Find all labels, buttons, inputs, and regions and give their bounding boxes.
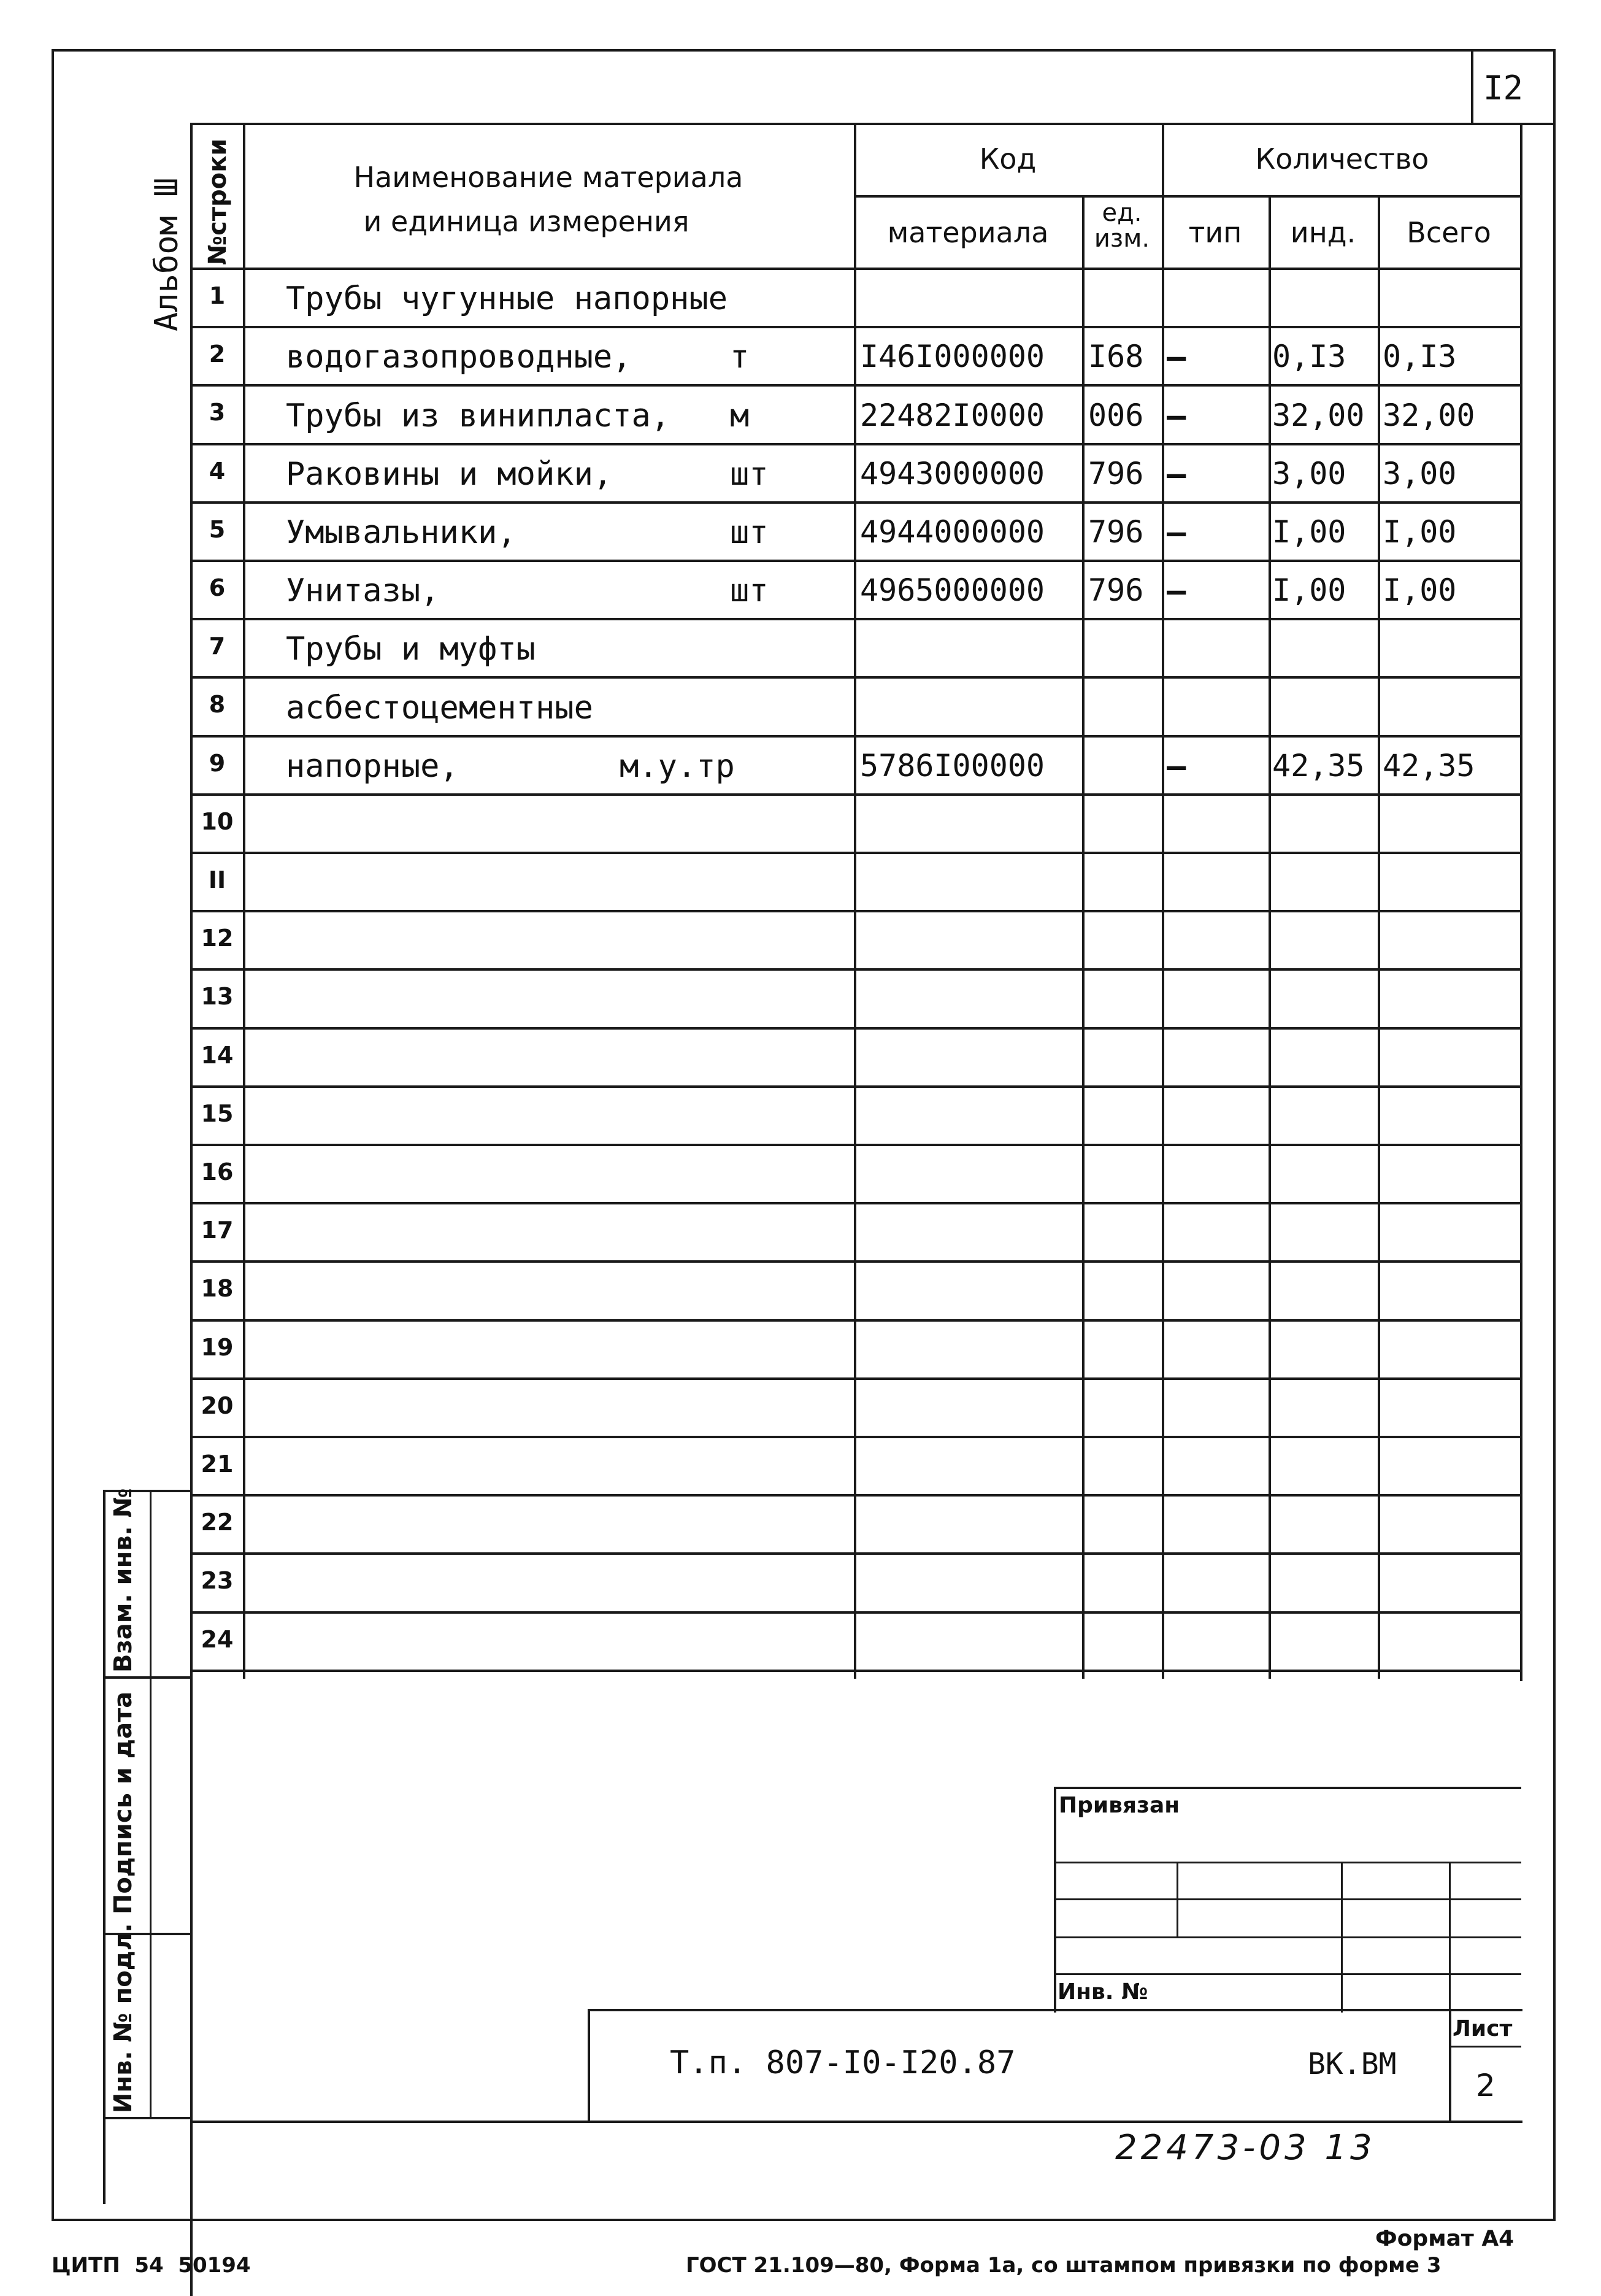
- material-unit: т: [730, 339, 750, 376]
- qty-ind: 32,00: [1272, 398, 1365, 433]
- col-qty-left: [1162, 123, 1164, 1679]
- material-unit: м: [730, 398, 750, 434]
- strip-vzam: Взам. инв. №: [109, 1488, 137, 1673]
- header-mid: [854, 195, 1522, 198]
- row-number: 18: [201, 1275, 234, 1302]
- title-block-left: [588, 2009, 590, 2123]
- table-left: [190, 123, 193, 2296]
- footer-left: ЦИТП 54 50194: [52, 2253, 251, 2278]
- row-number: 22: [201, 1509, 234, 1536]
- unit-code: 006: [1088, 398, 1144, 433]
- material-unit: м.у.тр: [620, 748, 735, 785]
- material-code: I46I000000: [860, 339, 1045, 374]
- title-block-top: [588, 2009, 1522, 2011]
- row-number: 10: [201, 808, 234, 835]
- qty-ind: 0,I3: [1272, 339, 1346, 374]
- qty-type: –: [1167, 456, 1186, 493]
- row-divider: [190, 676, 1522, 679]
- row-divider: [190, 1085, 1522, 1088]
- material-name: водогазопроводные,: [286, 339, 632, 376]
- material-code: 4944000000: [860, 514, 1045, 550]
- strip-inner: [150, 1490, 152, 2117]
- stamp-privyazan: Привязан: [1059, 1793, 1180, 1818]
- list-label: Лист: [1453, 2016, 1513, 2041]
- row-divider: [190, 1144, 1522, 1146]
- strip-bottom: [103, 2117, 190, 2119]
- row-number: 8: [209, 691, 226, 718]
- row-number: 3: [209, 399, 226, 426]
- strip-podpis: Подпись и дата: [109, 1691, 137, 1914]
- strip-inv-podl: Инв. № подл.: [109, 1923, 137, 2113]
- row-number: 24: [201, 1626, 234, 1653]
- header-code-material: материала: [887, 216, 1049, 249]
- stamp-top-line: [1054, 1787, 1521, 1789]
- row-number: 14: [201, 1042, 234, 1069]
- material-name: Умывальники,: [286, 514, 516, 551]
- frame-top: [52, 49, 1556, 52]
- qty-total: 0,I3: [1383, 339, 1457, 374]
- header-code: Код: [979, 142, 1037, 175]
- qty-type: –: [1167, 748, 1186, 785]
- title-block-bottom: [190, 2121, 1522, 2123]
- header-name-line1: Наименование материала: [353, 161, 743, 194]
- row-number: 23: [201, 1567, 234, 1594]
- stamp-h2: [1054, 1898, 1521, 1900]
- qty-ind: I,00: [1272, 572, 1346, 608]
- row-number: 7: [209, 633, 226, 660]
- material-name: асбестоцементные: [286, 690, 593, 726]
- col-unit-left: [1082, 195, 1085, 1679]
- qty-type: –: [1167, 339, 1186, 376]
- unit-code: 796: [1088, 456, 1144, 491]
- qty-ind: 3,00: [1272, 456, 1346, 491]
- qty-ind: I,00: [1272, 514, 1346, 550]
- row-divider: [190, 1436, 1522, 1438]
- material-name: Трубы и муфты: [286, 631, 536, 668]
- stamp-h4: [1054, 1973, 1521, 1975]
- doc-mark: ВК.ВМ: [1308, 2047, 1397, 2081]
- row-number: 2: [209, 341, 226, 368]
- row-divider: [190, 1202, 1522, 1204]
- material-name: напорные,: [286, 748, 459, 785]
- row-divider: [190, 910, 1522, 912]
- stamp-v3: [1449, 1862, 1451, 2013]
- row-divider: [190, 1611, 1522, 1614]
- stamp-h1: [1054, 1862, 1521, 1863]
- material-code: 5786I00000: [860, 748, 1045, 784]
- qty-type: –: [1167, 514, 1186, 551]
- row-number: II: [208, 866, 226, 893]
- row-divider: [190, 1670, 1522, 1672]
- qty-total: 32,00: [1383, 398, 1475, 433]
- header-code-unit: ед. изм.: [1094, 199, 1150, 253]
- list-box-mid: [1449, 2046, 1521, 2048]
- row-divider: [190, 560, 1522, 562]
- row-divider: [190, 1377, 1522, 1380]
- row-number: 12: [201, 925, 234, 952]
- header-qty-type: тип: [1188, 216, 1242, 249]
- row-number: 16: [201, 1158, 234, 1185]
- qty-total: I,00: [1383, 572, 1457, 608]
- row-number: 21: [201, 1450, 234, 1477]
- table-right: [1520, 123, 1522, 1681]
- qty-total: I,00: [1383, 514, 1457, 550]
- stamp-inv-no: Инв. №: [1058, 1979, 1148, 2005]
- qty-total: 42,35: [1383, 748, 1475, 784]
- format-label: Формат А4: [1375, 2226, 1515, 2251]
- row-number: 20: [201, 1392, 234, 1419]
- list-number: 2: [1476, 2068, 1495, 2103]
- stamp-v2: [1341, 1862, 1343, 2013]
- col-code-left: [854, 123, 856, 1679]
- frame-left: [52, 49, 54, 2221]
- material-unit: шт: [730, 572, 769, 609]
- header-quantity: Количество: [1255, 142, 1429, 175]
- unit-code: I68: [1088, 339, 1144, 374]
- stamp-h3: [1054, 1936, 1521, 1938]
- page-number-box-left: [1471, 49, 1473, 123]
- row-divider: [190, 618, 1522, 620]
- page-number-box-bottom: [190, 123, 1556, 125]
- doc-code: Т.п. 807-I0-I20.87: [670, 2044, 1016, 2081]
- strip-div1: [103, 1676, 190, 1679]
- unit-code: 796: [1088, 514, 1144, 550]
- row-divider: [190, 326, 1522, 328]
- qty-ind: 42,35: [1272, 748, 1365, 784]
- material-code: 4965000000: [860, 572, 1045, 608]
- header-qty-total: Всего: [1407, 216, 1491, 249]
- row-divider: [190, 1494, 1522, 1497]
- row-number: 5: [209, 516, 226, 543]
- list-box-left: [1449, 2009, 1451, 2123]
- frame-right: [1553, 49, 1556, 2221]
- material-unit: шт: [730, 514, 769, 551]
- unit-code: 796: [1088, 572, 1144, 608]
- strip-left: [103, 1490, 106, 2204]
- material-name: Раковины и мойки,: [286, 456, 613, 493]
- qty-type: –: [1167, 572, 1186, 609]
- row-divider: [190, 443, 1522, 445]
- handwritten-code: 22473-03 13: [1115, 2128, 1376, 2168]
- stamp-v1: [1177, 1862, 1178, 1936]
- row-number: 17: [201, 1217, 234, 1244]
- material-code: 4943000000: [860, 456, 1045, 491]
- row-divider: [190, 1319, 1522, 1322]
- header-row-no: №строки: [204, 138, 232, 265]
- page-number: I2: [1483, 69, 1524, 107]
- header-bottom: [190, 268, 1522, 270]
- row-divider: [190, 852, 1522, 854]
- side-label: Альбом Ш: [148, 177, 185, 331]
- material-name: Унитазы,: [286, 572, 440, 609]
- row-number: 6: [209, 574, 226, 601]
- row-number: 1: [209, 282, 226, 309]
- row-number: 19: [201, 1334, 234, 1361]
- row-divider: [190, 735, 1522, 738]
- row-number: 15: [201, 1100, 234, 1127]
- row-number: 9: [209, 750, 226, 777]
- material-name: Трубы чугунные напорные: [286, 280, 728, 317]
- row-divider: [190, 793, 1522, 796]
- header-qty-ind: инд.: [1290, 216, 1356, 249]
- material-code: 22482I0000: [860, 398, 1045, 433]
- row-divider: [190, 968, 1522, 971]
- row-divider: [190, 1027, 1522, 1030]
- row-divider: [190, 501, 1522, 504]
- material-unit: шт: [730, 456, 769, 493]
- col-name-left: [243, 123, 245, 1679]
- row-divider: [190, 1552, 1522, 1555]
- row-divider: [190, 1260, 1522, 1263]
- row-number: 13: [201, 983, 234, 1010]
- row-divider: [190, 384, 1522, 387]
- footer-right: ГОСТ 21.109—80, Форма 1а, со штампом привязки по форме 3: [686, 2253, 1442, 2278]
- material-name: Трубы из винипласта,: [286, 398, 670, 434]
- qty-total: 3,00: [1383, 456, 1457, 491]
- row-number: 4: [209, 458, 226, 485]
- header-name-line2: и единица измерения: [363, 205, 689, 238]
- frame-bottom: [52, 2219, 1556, 2221]
- col-total-left: [1378, 195, 1380, 1679]
- qty-type: –: [1167, 398, 1186, 434]
- col-ind-left: [1269, 195, 1271, 1679]
